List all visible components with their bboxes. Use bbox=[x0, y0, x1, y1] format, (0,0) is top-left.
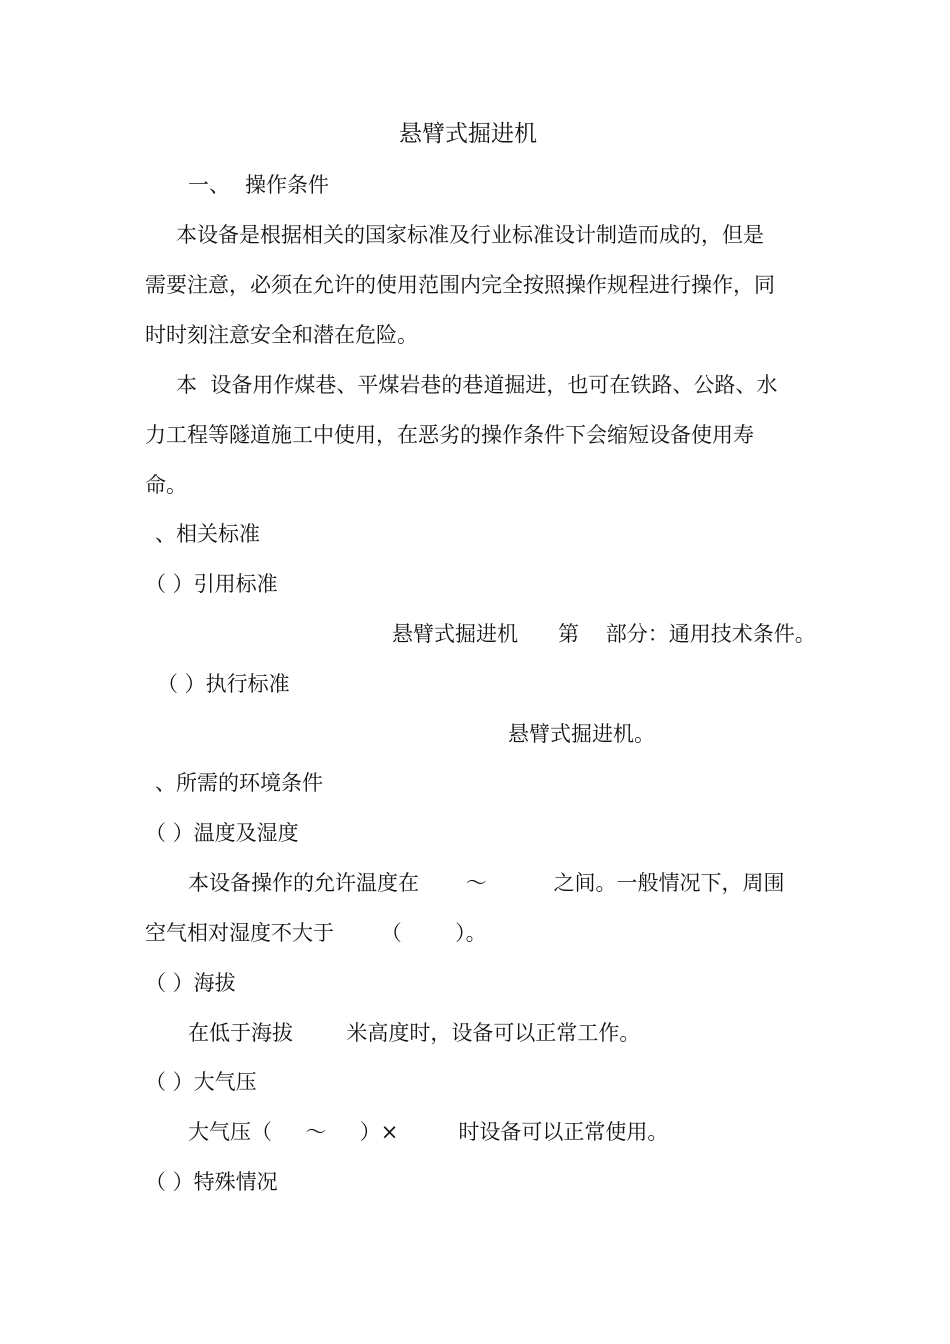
pressure-text: 大气压（ ～ ）× 时设备可以正常使用。 bbox=[188, 1120, 669, 1144]
cited-standards-heading: （ ）引用标准 bbox=[145, 572, 278, 596]
paragraph-1-line-3: 时时刻注意安全和潜在危险。 bbox=[145, 323, 418, 347]
section-1-heading: 操作条件 bbox=[245, 173, 329, 197]
paragraph-1-line-1: 本设备是根据相关的国家标准及行业标准设计制造而成的，但是 bbox=[176, 223, 764, 247]
paragraph-1-line-2: 需要注意，必须在允许的使用范围内完全按照操作规程进行操作，同 bbox=[145, 273, 775, 297]
exec-standards-text: 悬臂式掘进机。 bbox=[508, 722, 655, 746]
environment-heading: 、所需的环境条件 bbox=[155, 771, 323, 795]
special-conditions-heading: （ ）特殊情况 bbox=[145, 1170, 278, 1194]
temperature-line-1: 本设备操作的允许温度在 ～ 之间。一般情况下，周围 bbox=[188, 871, 785, 895]
altitude-heading: （ ）海拔 bbox=[145, 971, 236, 995]
temperature-heading: （ ）温度及湿度 bbox=[145, 821, 299, 845]
standards-heading: 、相关标准 bbox=[155, 522, 260, 546]
cited-standards-text: 悬臂式掘进机 第 部分：通用技术条件。 bbox=[392, 622, 816, 646]
section-1-number: 一、 bbox=[188, 173, 230, 197]
pressure-heading: （ ）大气压 bbox=[145, 1070, 257, 1094]
paragraph-2-line-3: 命。 bbox=[145, 473, 187, 497]
paragraph-2-line-2: 力工程等隧道施工中使用，在恶劣的操作条件下会缩短设备使用寿 bbox=[145, 423, 754, 447]
temperature-line-2: 空气相对湿度不大于 （ ）。 bbox=[145, 921, 487, 945]
paragraph-2-line-1: 本 设备用作煤巷、平煤岩巷的巷道掘进，也可在铁路、公路、水 bbox=[176, 373, 778, 397]
exec-standards-heading: （ ）执行标准 bbox=[157, 672, 290, 696]
document-title: 悬臂式掘进机 bbox=[399, 121, 537, 147]
altitude-text: 在低于海拔 米高度时，设备可以正常工作。 bbox=[188, 1021, 641, 1045]
